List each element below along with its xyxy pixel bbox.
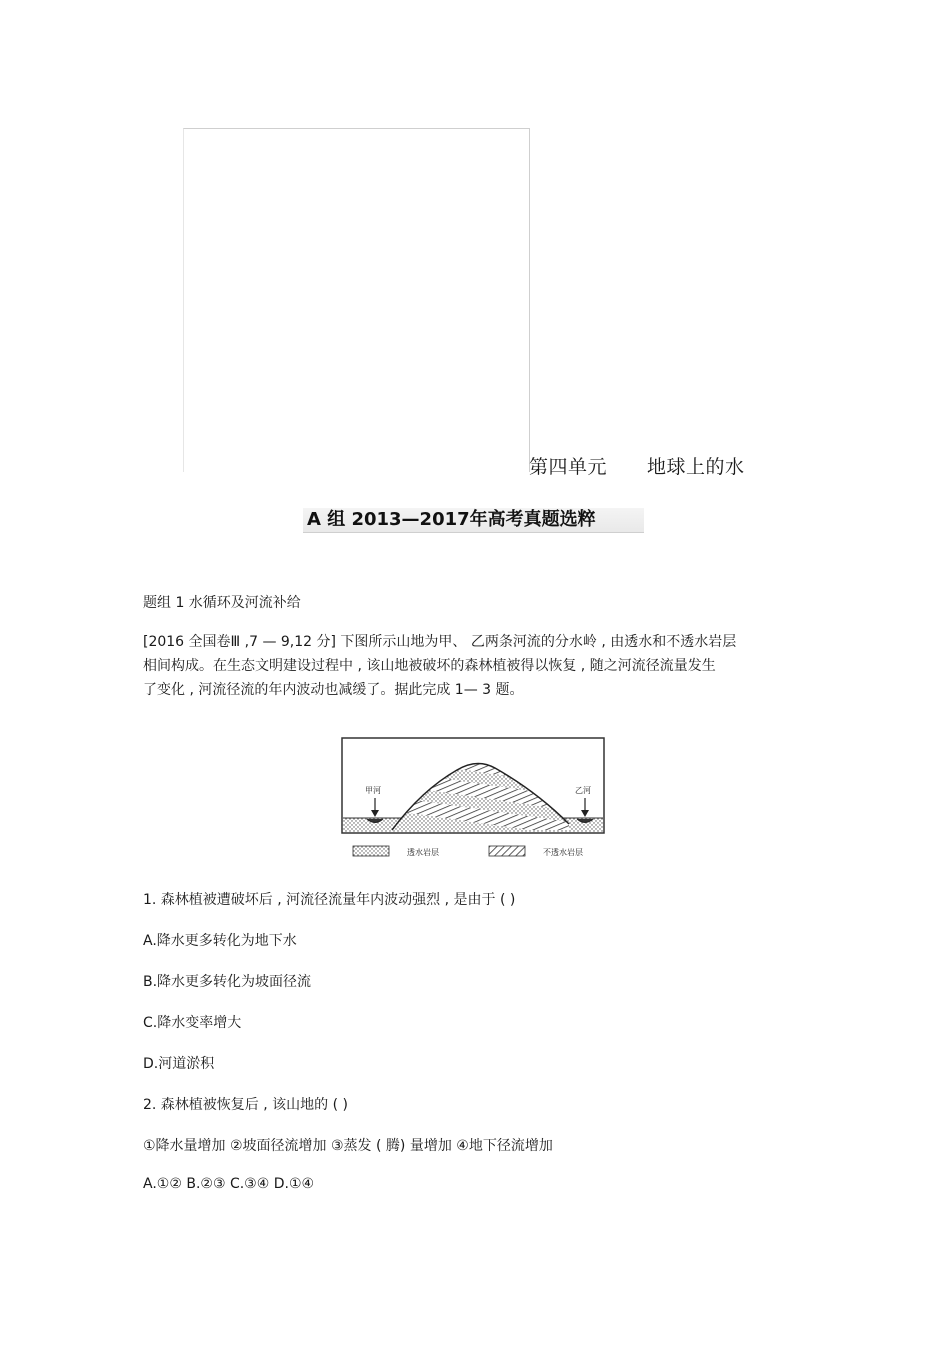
river-left-label: 甲河 xyxy=(365,786,381,795)
question-2-items: ①降水量增加 ②坡面径流增加 ③蒸发 ( 腾) 量增加 ④地下径流增加 xyxy=(143,1138,553,1154)
blank-image-frame xyxy=(183,128,530,472)
intro-line-1: [2016 全国卷Ⅲ ,7 — 9,12 分] 下图所示山地为甲、 乙两条河流的分水岭 , 由透水和不透水岩层 xyxy=(143,634,737,650)
intro-line-3: 了变化 , 河流径流的年内波动也减缓了。据此完成 1— 3 题。 xyxy=(143,682,524,698)
intro-paragraph xyxy=(143,630,823,702)
question-2-stem: 2. 森林植被恢复后 , 该山地的 ( ) xyxy=(143,1097,348,1113)
topic-heading: 题组 1 水循环及河流补给 xyxy=(143,595,301,611)
group-banner: A 组 2013—2017年高考真题选粹 xyxy=(303,508,644,533)
question-1-option-a: A.降水更多转化为地下水 xyxy=(143,933,297,949)
question-1-stem: 1. 森林植被遭破坏后 , 河流径流量年内波动强烈 , 是由于 ( ) xyxy=(143,892,516,908)
question-1-option-d: D.河道淤积 xyxy=(143,1056,215,1072)
unit-number: 第四单元 xyxy=(529,456,608,478)
unit-title xyxy=(529,452,745,479)
intro-line-2: 相间构成。在生态文明建设过程中 , 该山地被破坏的森林植被得以恢复 , 随之河流径流量发生 xyxy=(143,658,716,674)
legend-impermeable-label: 不透水岩层 xyxy=(543,848,583,857)
legend-permeable-swatch xyxy=(353,846,389,856)
legend-impermeable-swatch xyxy=(489,846,525,856)
unit-name: 地球上的水 xyxy=(647,456,745,478)
question-1-option-c: C.降水变率增大 xyxy=(143,1015,242,1031)
question-1-option-b: B.降水更多转化为坡面径流 xyxy=(143,974,312,990)
river-right-label: 乙河 xyxy=(575,786,591,795)
mountain-cross-section-diagram xyxy=(337,730,609,860)
question-2-choices: A.①② B.②③ C.③④ D.①④ xyxy=(143,1176,315,1192)
legend-permeable-label: 透水岩层 xyxy=(407,848,439,857)
